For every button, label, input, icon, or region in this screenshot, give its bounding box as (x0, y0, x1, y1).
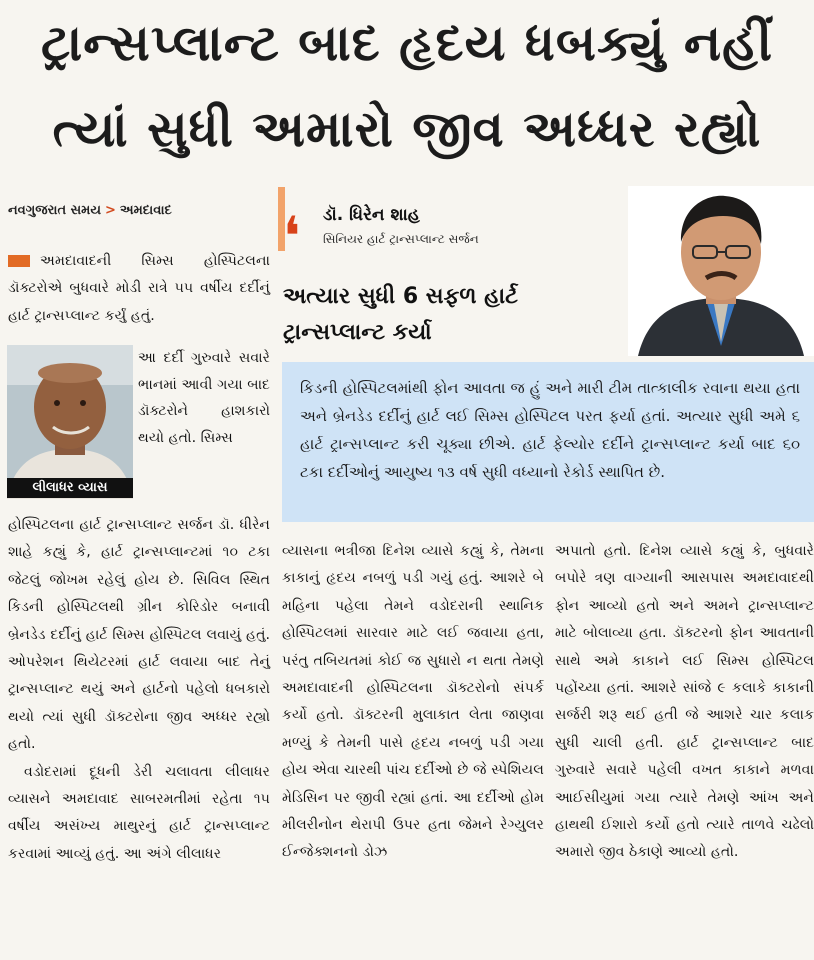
headline (0, 0, 814, 186)
doctor-quote-text: કિડની હોસ્પિટલમાંથી ફોન આવતા જ હું અને મારી ટીમ તાત્કાલીક રવાના થયા હતા અને બ્રેનડેડ દર્દીનું હાર્ટ લઈ સિમ્સ હોસ્પિટલ પરત ફર્યા હતાં. અત્યાર સુધી અમે ૬ હાર્ટ ટ્રાન્સપ્લાન્ટ કરી ચૂક્યા છીએ. હાર્ટ ફેલ્યોર દર્દીને ટ્રાન્સપ્લાન્ટ કર્યા બાદ ૬૦ ટકા દર્દીઓનું આયુષ્ય ૧૩ વર્ષ સુધી વધ્યાનો રેકોર્ડ સ્થાપિત છે. (300, 379, 800, 481)
byline-city: અમદાવાદ (119, 203, 172, 218)
lead-bullet-icon (8, 255, 30, 267)
patient-photo-caption: લીલાધર વ્યાસ (7, 478, 133, 498)
byline-source: નવગુજરાત સમય (8, 203, 101, 218)
article-column-2 (282, 538, 544, 867)
article-column-1-lead (8, 248, 270, 330)
headline-line-2: ત્યાં સુધી અમારો જીવ અધ્ધર રહ્યો (52, 100, 762, 158)
side-paragraph: આ દર્દી ગુરુવારે સવારે ભાનમાં આવી ગયા બાદ ડૉક્ટરોને હાશકારો થયો હતો. સિમ્સ (138, 350, 270, 446)
quote-mark-icon: ❛ (283, 205, 301, 268)
col1-paragraph-1: હોસ્પિટલના હાર્ટ ટ્રાન્સપ્લાન્ટ સર્જન ડૉ. ધીરેન શાહે કહ્યું કે, હાર્ટ ટ્રાન્સપ્લાન્ટમાં ૧૦ ટકા જેટલું જોખમ રહેલું હોય છે. સિવિલ સ્થિત કિડની હોસ્પિટલથી ગ્રીન કોરિડોર બનાવી બ્રેનડેડ દર્દીનું હાર્ટ સિમ્સ હોસ્પિટલ લવાયું હતું. ઓપરેશન થિયેટરમાં હાર્ટ લવાયા બાદ તેનું ટ્રાન્સપ્લાન્ટ થયું અને હાર્ટનો પહેલો ધબકારો થયો ત્યાં સુધી ડૉક્ટરોના જીવ અધ્ધર રહ્યો હતો. (8, 517, 270, 753)
doctor-title: સિનિયર હાર્ટ ટ્રાન્સપ્લાન્ટ સર્જન (323, 232, 479, 246)
lead-paragraph: અમદાવાદની સિમ્સ હોસ્પિટલના ડૉક્ટરોએ બુધવારે મોડી રાત્રે ૫૫ વર્ષીય દર્દીનું હાર્ટ ટ્રાન્સપ્લાન્ટ કર્યું હતું. (8, 253, 270, 324)
article-column-3 (555, 538, 814, 867)
col2-paragraph: વ્યાસના ભત્રીજા દિનેશ વ્યાસે કહ્યું કે, તેમના કાકાનું હૃદય નબળું પડી ગયું હતું. આશરે બે મહિના પહેલા તેમને વડોદરાની સ્થાનિક હોસ્પિટલમાં સારવાર માટે લઈ જવાયા હતા, પરંતુ તબિયતમાં કોઈ જ સુધારો ન થતા તેમણે અમદાવાદની હોસ્પિટલના ડૉક્ટરોનો સંપર્ક કર્યો હતો. ડૉક્ટરની મુલાકાત લેતા જાણવા મળ્યું કે તેમની પાસે હૃદય નબળું પડી ગયા હોય એવા ચારથી પાંચ દર્દીઓ છે જે સ્પેશિયલ મેડિસિન પર જીવી રહ્યાં હતાં. આ દર્દીઓ હોમ મીલરીનોન થેરાપી ઉપર હતા જેમને રેગ્યુલર ઈન્જેક્શનનો ડોઝ (282, 543, 544, 861)
byline-separator: > (104, 203, 116, 218)
subhead: અત્યાર સુધી 6 સફળ હાર્ટ ટ્રાન્સપ્લાન્ટ કર્યા (283, 284, 518, 345)
col1-paragraph-2: વડોદરામાં દૂધની ડેરી ચલાવતા લીલાધર વ્યાસને અમદાવાદ સાબરમતીમાં રહેતા ૧૫ વર્ષીય અસંખ્ય માથુરનું હાર્ટ ટ્રાન્સપ્લાન્ટ કરવામાં આવ્યું હતું. આ અંગે લીલાધર (8, 763, 270, 862)
patient-photo (7, 345, 133, 499)
doctor-name: ડૉ. ધિરેન શાહ (323, 205, 420, 225)
article-column-1 (8, 512, 270, 868)
col3-paragraph: અપાતો હતો. દિનેશ વ્યાસે કહ્યું કે, બુધવારે બપોરે ત્રણ વાગ્યાની આસપાસ અમદાવાદથી ફોન આવ્યો હતો અને અમને ટ્રાન્સપ્લાન્ટ માટે બોલાવ્યા હતા. ડૉક્ટરનો ફોન આવતાની સાથે અમે કાકાને લઈ સિમ્સ હોસ્પિટલ પહોંચ્યા હતાં. આશરે સાંજે ૯ કલાકે કાકાની સર્જરી શરૂ થઈ હતી જે આશરે ચાર કલાક સુધી ચાલી હતી. હાર્ટ ટ્રાન્સપ્લાન્ટ બાદ ગુરુવારે સવારે પહેલી વખત કાકાને મળવા આઈસીયુમાં ગયા ત્યારે તેમણે આંખ અને હાથથી ઈશારો કર્યો હતો ત્યારે તાળવે ચઢેલો અમારો જીવ ઠેકાણે આવ્યો હતો. (555, 543, 814, 861)
byline (8, 203, 172, 218)
article-column-1-side (138, 345, 270, 451)
headline-line-1: ટ્રાન્સપ્લાન્ટ બાદ હૃદય ધબક્યું નહીં (40, 14, 774, 72)
doctor-photo (628, 186, 814, 356)
doctor-quote-box (282, 362, 814, 522)
